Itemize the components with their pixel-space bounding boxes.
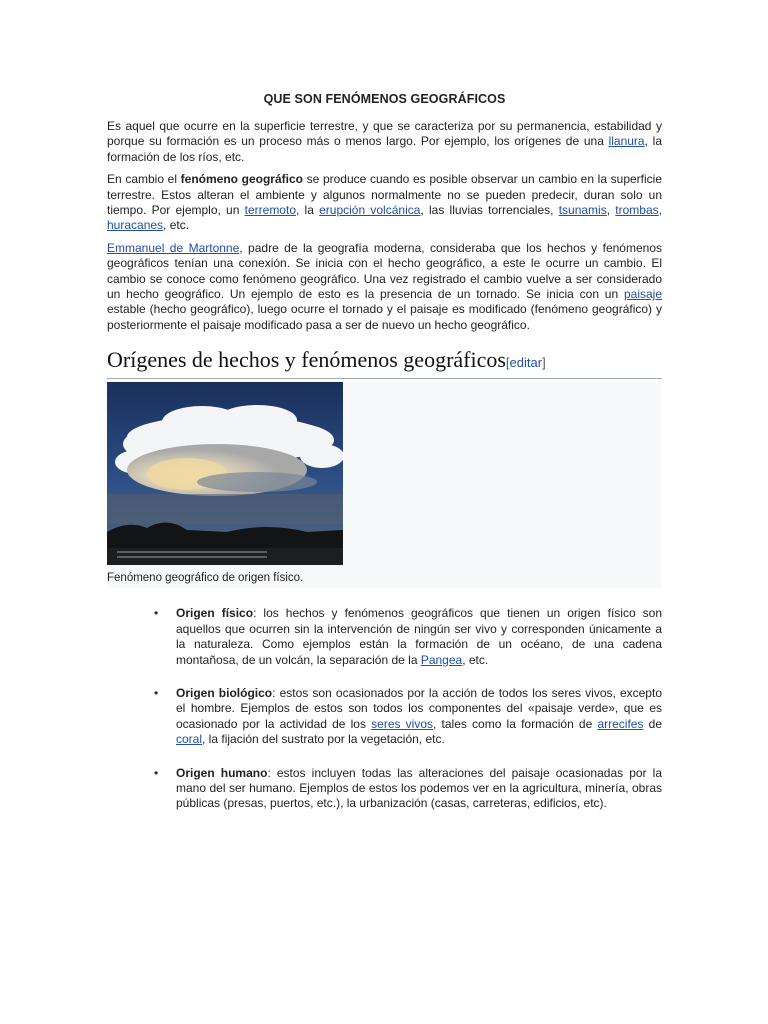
link-huracanes[interactable]: huracanes [107, 218, 164, 233]
para2-text-6: , [658, 203, 662, 218]
bullet-icon: • [154, 765, 159, 780]
label-origen-fisico: Origen físico [176, 606, 254, 621]
page-title: QUE SON FENÓMENOS GEOGRÁFICOS [263, 92, 506, 106]
list-item-origen-fisico [107, 606, 662, 668]
edit-bracket-close: ] [542, 355, 546, 371]
paragraph-martonne [107, 241, 662, 333]
origen-biologico-text-4: , la fijación del sustrato por la vegetación, etc. [202, 732, 445, 747]
edit-link[interactable]: editar [509, 355, 543, 371]
para2-text-1: En cambio el [107, 172, 181, 187]
para3-text-1: , padre de la geografía moderna, consideraba que los hechos y fenómenos geográficos tenían una conexión. Se inicia con el hecho geográfico, a este le ocurre un cambio. El cambio se conoce como fenómeno geográfico. Una vez registrado el cambio vuelve a ser considerado un hecho geográfico. Un ejemplo de esto es la presencia de un tornado. Se inicia con un [107, 240, 662, 302]
para2-text-5: , [606, 203, 616, 218]
storm-cloud-image [107, 382, 343, 565]
origen-humano-text-1: : estos incluyen todas las alteraciones del paisaje ocasionadas por la mano del ser humano. Ejemplos de estos los podemos ver en la agricultura, minería, obras públicas (presas, puertos, etc.), la urbanización (casas, carreteras, edificios, etc). [176, 765, 662, 811]
para2-text-4: , las lluvias torrenciales, [420, 203, 559, 218]
paragraph-fenomeno [107, 172, 662, 234]
para1-text-2: , la formación de los ríos, etc. [107, 134, 662, 164]
origen-fisico-text-2: , etc. [462, 652, 489, 667]
list-item-origen-biologico [107, 686, 662, 748]
para2-text-7: , etc. [163, 218, 190, 233]
section-heading-text: Orígenes de hechos y fenómenos geográficos [107, 347, 506, 373]
link-arrecifes[interactable]: arrecifes [597, 716, 644, 731]
link-seres-vivos[interactable]: seres vivos [371, 716, 434, 731]
link-coral[interactable]: coral [176, 732, 203, 747]
origen-biologico-text-1: : estos son ocasionados por la acción de todos los seres vivos, excepto el hombre. Ejemplos de estos son todos los componentes del «paisaje verde», que es ocasionado por la actividad de los [176, 685, 662, 731]
link-paisaje[interactable]: paisaje [623, 287, 662, 302]
origen-biologico-text-3: de [643, 716, 662, 731]
link-llanura[interactable]: llanura [608, 134, 645, 149]
link-erupcion-volcanica[interactable]: erupción volcánica [319, 203, 421, 218]
storm-cloud-photo[interactable] [107, 382, 343, 565]
link-tsunamis[interactable]: tsunamis [558, 203, 607, 218]
label-origen-biologico: Origen biológico [176, 685, 273, 700]
origen-fisico-text-1: : los hechos y fenómenos geográficos que tienen un origen físico son aquellos que ocurren sin la intervención de ningún ser vivo y corresponden únicamente a la naturaleza. Como ejemplos están la formación de un océano, de una cadena montañosa, de un volcán, la separación de la [176, 606, 663, 667]
origins-list [107, 606, 662, 811]
link-terremoto[interactable]: terremoto [244, 203, 296, 218]
paragraph-definition [107, 119, 662, 165]
link-trombas[interactable]: trombas [615, 203, 659, 218]
label-origen-humano: Origen humano [176, 765, 268, 780]
edit-section [506, 355, 546, 370]
para1-text-1: Es aquel que ocurre en la superficie terrestre, y que se caracteriza por su permanencia, estabilidad y porque su formación es un proceso más o menos largo. Por ejemplo, los orígenes de una [107, 119, 662, 149]
bold-fenomeno-geografico: fenómeno geográfico [180, 172, 303, 187]
bullet-icon: • [154, 685, 159, 700]
link-emmanuel-de-martonne[interactable]: Emmanuel de Martonne [107, 240, 240, 255]
document-page [107, 92, 662, 830]
bullet-icon: • [154, 606, 159, 621]
figure-caption: Fenómeno geográfico de origen físico. [107, 572, 304, 585]
section-heading [107, 347, 662, 379]
edit-bracket-open: [ [505, 355, 510, 371]
para2-text-3: , la [296, 203, 320, 218]
link-pangea[interactable]: Pangea [420, 652, 463, 667]
para3-text-2: estable (hecho geográfico), luego ocurre el tornado y el paisaje es modificado (fenómeno geográfico) y posteriormente el paisaje modificado pasa a ser de nuevo un hecho geográfico. [107, 302, 662, 332]
origen-biologico-text-2: , tales como la formación de [433, 716, 598, 731]
figure-thumbnail [107, 382, 662, 588]
para2-text-2: se produce cuando es posible observar un cambio en la superficie terrestre. Estos alteran el ambiente y algunos normalmente no se pueden predecir, duran solo un tiempo. Por ejemplo, un [107, 172, 663, 218]
list-item-origen-humano [107, 766, 662, 812]
